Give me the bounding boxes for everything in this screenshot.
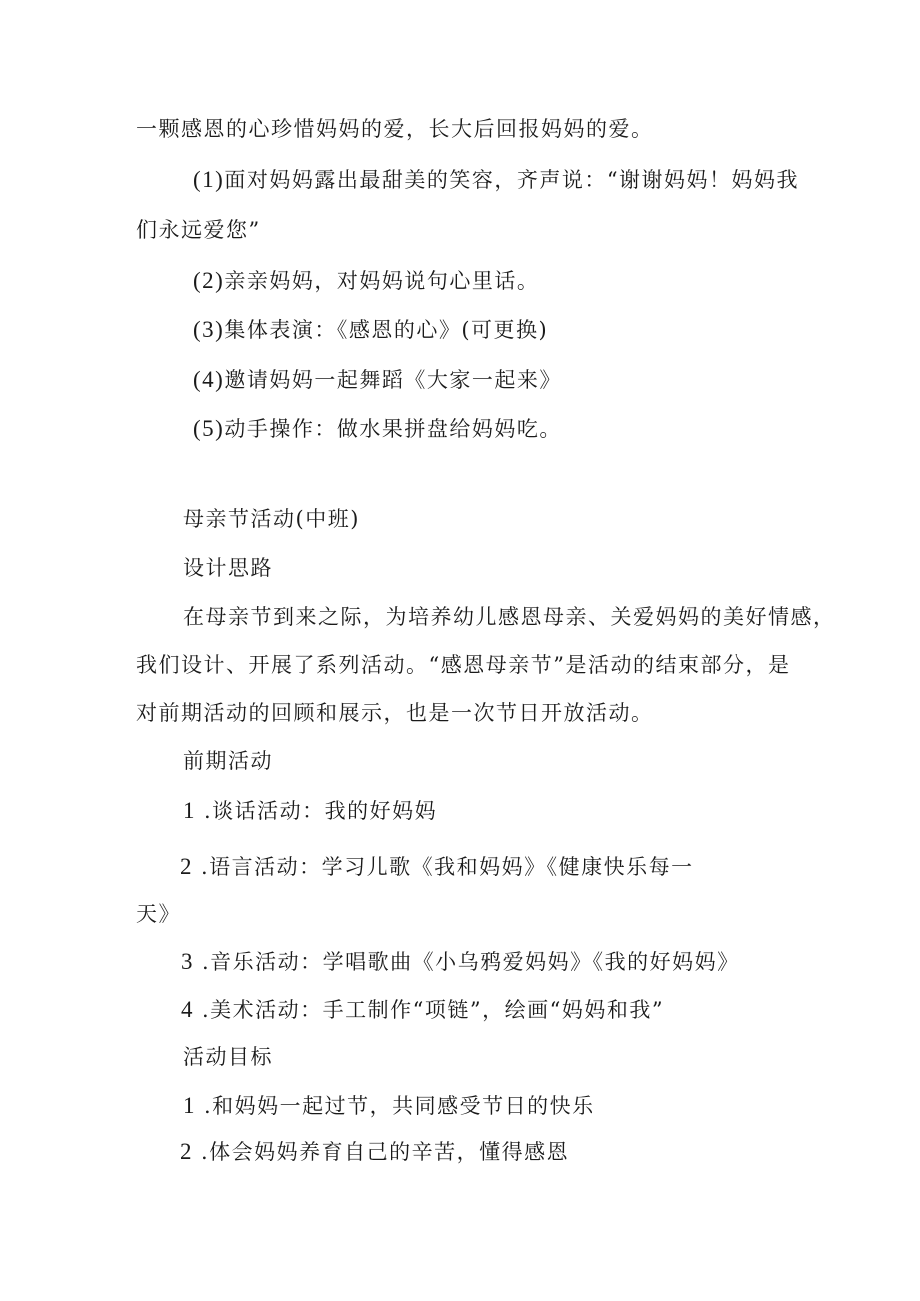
item-text: .美术活动：手工制作“项链”，绘画“妈妈和我”: [202, 998, 665, 1022]
pre-activity-item: [181, 948, 740, 976]
step-text: 面对妈妈露出最甜美的笑容，齐声说：“谢谢妈妈！妈妈我: [224, 168, 800, 192]
item-number: 1: [183, 1093, 196, 1118]
step-item: [193, 415, 562, 443]
step-number: (2): [193, 268, 225, 293]
item-number: 2: [180, 854, 193, 879]
pre-activity-item: [183, 797, 437, 825]
goals-heading: 活动目标: [183, 1045, 273, 1069]
item-number: 4: [181, 997, 194, 1022]
design-paragraph-line: 对前期活动的回顾和展示，也是一次节日开放活动。: [136, 701, 654, 725]
section-title: 母亲节活动(中班): [183, 507, 360, 531]
step-text: 动手操作：做水果拼盘给妈妈吃。: [224, 417, 562, 441]
item-number: 2: [180, 1139, 193, 1164]
step-item-continuation: [136, 216, 261, 244]
design-paragraph-line: 在母亲节到来之际，为培养幼儿感恩母亲、关爱妈妈的美好情感，: [183, 605, 836, 629]
item-text: .谈话活动：我的好妈妈: [204, 799, 438, 823]
item-text: .语言活动：学习儿歌《我和妈妈》《健康快乐每一: [201, 855, 694, 879]
step-number: (5): [193, 416, 225, 441]
pre-activity-item-continuation: [136, 900, 181, 928]
step-text: 亲亲妈妈，对妈妈说句心里话。: [224, 269, 540, 293]
intro-end-paragraph: 一颗感恩的心珍惜妈妈的爱，长大后回报妈妈的爱。: [136, 117, 654, 141]
design-paragraph-line: 我们设计、开展了系列活动。“感恩母亲节”是活动的结束部分，是: [136, 653, 791, 677]
item-text: .和妈妈一起过节，共同感受节日的快乐: [204, 1094, 595, 1118]
step-item: [193, 166, 799, 194]
pre-activities-heading: 前期活动: [183, 749, 273, 773]
step-text: 们永远爱您”: [136, 218, 261, 242]
step-number: (1): [193, 167, 225, 192]
item-text: .音乐活动：学唱歌曲《小乌鸦爱妈妈》《我的好妈妈》: [202, 950, 740, 974]
item-number: 1: [183, 798, 196, 823]
step-item: [193, 267, 539, 295]
item-number: 3: [181, 949, 194, 974]
pre-activity-item: [181, 996, 664, 1024]
step-text: 集体表演：《感恩的心》(可更换): [224, 318, 549, 342]
goal-item: [183, 1092, 595, 1120]
step-text: 邀请妈妈一起舞蹈《大家一起来》: [224, 368, 562, 392]
step-item: [193, 366, 562, 394]
design-heading: 设计思路: [183, 556, 273, 580]
step-number: (3): [193, 317, 225, 342]
pre-activity-item: [180, 853, 694, 881]
item-text: .体会妈妈养育自己的辛苦，懂得感恩: [201, 1140, 570, 1164]
goal-item: [180, 1138, 569, 1166]
step-number: (4): [193, 367, 225, 392]
item-text: 天》: [136, 902, 181, 926]
step-item: [193, 316, 548, 344]
